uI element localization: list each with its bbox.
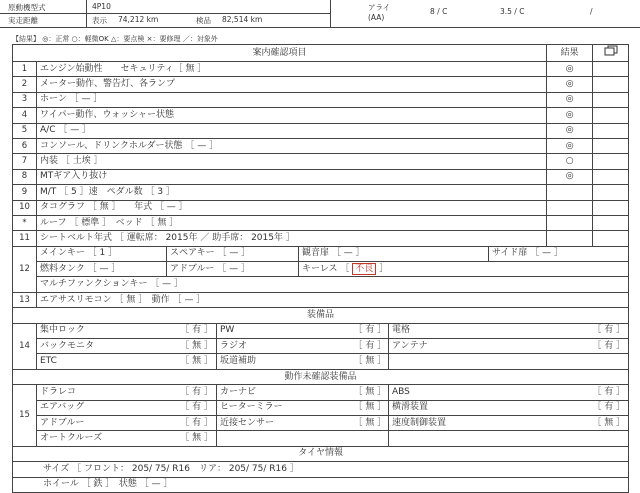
item-text: コンソール、ドリンクホルダー状態 ［ — ］ — [37, 138, 547, 153]
header-item: 案内確認項目 — [13, 45, 547, 62]
table-row — [13, 262, 629, 277]
header-divider-v — [86, 0, 87, 28]
item-number: 7 — [13, 154, 37, 169]
equipment-label: 集中ロック — [37, 323, 167, 338]
item-result: ◎ — [547, 169, 593, 184]
unverified-equipment-row — [13, 385, 629, 400]
equipment-row — [13, 354, 629, 369]
table-row — [13, 292, 629, 307]
equipment-value: ［ 無 ］ — [167, 339, 217, 354]
header-divider — [0, 13, 330, 14]
tire-title: タイヤ情報 — [13, 446, 629, 461]
equipment-value: ［ 有 ］ — [351, 339, 389, 354]
table-row — [13, 154, 629, 169]
table-row — [13, 92, 629, 107]
equipment-value: ［ 無 ］ — [351, 354, 389, 369]
table-row — [13, 77, 629, 92]
key-spare: スペアキー ［ — ］ — [167, 246, 299, 261]
equipment-label: PW — [217, 323, 351, 338]
item-result — [547, 185, 593, 200]
item-number: 3 — [13, 92, 37, 107]
item-text: メーター動作、警告灯、各ランプ — [37, 77, 547, 92]
item-result: ◎ — [547, 92, 593, 107]
item-text: タコグラフ ［ 無 ］ 年式 ［ — ］ — [37, 200, 547, 215]
tire-row — [13, 462, 629, 477]
item-extra — [593, 123, 629, 138]
unverified-equipment-title: 動作未確認装備品 — [13, 369, 629, 384]
section-number: 15 — [13, 385, 37, 447]
unverified-equipment-value: ［ 有 ］ — [167, 415, 217, 430]
item-text: エアサスリモコン ［ 無 ］ 動作 ［ — ］ — [37, 292, 629, 307]
item-result — [547, 215, 593, 230]
item-extra — [593, 77, 629, 92]
unverified-equipment-value: ［ 有 ］ — [167, 385, 217, 400]
engine-label: 原動機型式 — [8, 3, 46, 12]
right-label-2: (AA) — [368, 13, 385, 22]
section-title-row — [13, 446, 629, 461]
unverified-equipment-value — [547, 431, 629, 446]
item-extra — [593, 185, 629, 200]
equipment-row — [13, 323, 629, 338]
item-number: 12 — [13, 246, 37, 292]
inspection-value: 82,514 km — [222, 15, 263, 24]
item-result: ◎ — [547, 77, 593, 92]
section-title-row — [13, 308, 629, 323]
table-row — [13, 138, 629, 153]
item-text: M/T ［ 5 ］速 ペダル数 ［ 3 ］ — [37, 185, 547, 200]
table-row — [13, 169, 629, 184]
unverified-equipment-row — [13, 415, 629, 430]
keyless-end: ］ — [379, 263, 389, 274]
item-text: シートベルト年式 ［ 運転席： 2015年 ／ 助手席： 2015年 ］ — [37, 231, 547, 246]
unverified-equipment-label: エアバッグ — [37, 400, 167, 415]
section-title-row — [13, 369, 629, 384]
item-number: 6 — [13, 138, 37, 153]
unverified-equipment-label: 横滑装置 — [389, 400, 547, 415]
item-text: ホーン ［ — ］ — [37, 92, 547, 107]
display-value: 74,212 km — [118, 15, 159, 24]
item-number: 8 — [13, 169, 37, 184]
unverified-equipment-label: ドラレコ — [37, 385, 167, 400]
item-text: エンジン始動性 セキュリティ［ 無 ］ — [37, 62, 547, 77]
unverified-equipment-label: カーナビ — [217, 385, 351, 400]
item-text: A/C ［ — ］ — [37, 123, 547, 138]
unverified-equipment-value: ［ 有 ］ — [547, 385, 629, 400]
item-result: ◎ — [547, 108, 593, 123]
equipment-title: 装備品 — [13, 308, 629, 323]
keyless-label: キーレス ［ — [302, 263, 350, 274]
fuel-tank: 燃料タンク ［ — ］ — [37, 262, 167, 277]
tire-size: サイズ ［ フロント： 205/ 75/ R16 リア： 205/ 75/ R16 ］ — [13, 462, 629, 477]
door-side: サイド扉 ［ — ］ — [489, 246, 629, 261]
unverified-equipment-value: ［ 無 ］ — [351, 415, 389, 430]
equipment-label: バックモニタ — [37, 339, 167, 354]
item-extra — [593, 108, 629, 123]
unverified-equipment-label — [217, 431, 351, 446]
engine-value: 4P10 — [92, 2, 111, 11]
table-row — [13, 62, 629, 77]
equipment-value — [547, 354, 629, 369]
equipment-value: ［ 有 ］ — [547, 339, 629, 354]
unverified-equipment-row — [13, 400, 629, 415]
display-label: 表示 — [92, 16, 107, 25]
equipment-value: ［ 有 ］ — [351, 323, 389, 338]
item-extra — [593, 215, 629, 230]
table-row — [13, 277, 629, 292]
unverified-equipment-value: ［ 無 ］ — [167, 431, 217, 446]
item-text: 内装 ［ 土埃 ］ — [37, 154, 547, 169]
item-number: 2 — [13, 77, 37, 92]
section-number: 14 — [13, 323, 37, 369]
equipment-row — [13, 339, 629, 354]
unverified-equipment-value: ［ 無 ］ — [547, 415, 629, 430]
tire-wheel: ホイール ［ 鉄 ］ 状態 ［ — ］ — [13, 477, 629, 492]
equipment-label: 電格 — [389, 323, 547, 338]
item-result — [547, 231, 593, 246]
unverified-equipment-label — [389, 431, 547, 446]
equipment-label — [389, 354, 547, 369]
header-divider-v2 — [330, 0, 331, 28]
multifunction-key: マルチファンクションキー ［ — ］ — [37, 277, 629, 292]
table-header-row — [13, 45, 629, 62]
unverified-equipment-value — [351, 431, 389, 446]
item-extra — [593, 92, 629, 107]
item-extra — [593, 138, 629, 153]
item-extra — [593, 231, 629, 246]
door-kannon: 観音扉 ［ — ］ — [299, 246, 489, 261]
equipment-value: ［ 有 ］ — [547, 323, 629, 338]
table-row — [13, 231, 629, 246]
item-text: ルーフ ［ 標準 ］ ベッド ［ 無 ］ — [37, 215, 547, 230]
equipment-label: 坂道補助 — [217, 354, 351, 369]
item-extra — [593, 62, 629, 77]
equipment-label: アンテナ — [389, 339, 547, 354]
unverified-equipment-label: アドブルー — [37, 415, 167, 430]
unverified-equipment-label: ヒーターミラー — [217, 400, 351, 415]
item-number: 13 — [13, 292, 37, 307]
table-row — [13, 185, 629, 200]
item-extra — [593, 154, 629, 169]
item-result: ◎ — [547, 138, 593, 153]
right-value-2: 3.5 / C — [500, 7, 525, 16]
equipment-label: ETC — [37, 354, 167, 369]
keyless-status-badge: 不良 — [352, 263, 376, 275]
item-result — [547, 200, 593, 215]
right-value-1: 8 / C — [430, 7, 448, 16]
item-number: 1 — [13, 62, 37, 77]
item-text: ワイパー動作、ウォッシャー状態 — [37, 108, 547, 123]
equipment-label: ラジオ — [217, 339, 351, 354]
unverified-equipment-value: ［ 無 ］ — [351, 385, 389, 400]
item-number: * — [13, 215, 37, 230]
unverified-equipment-value: ［ 有 ］ — [547, 400, 629, 415]
unverified-equipment-row — [13, 431, 629, 446]
item-number: 4 — [13, 108, 37, 123]
adblue: アドブルー ［ — ］ — [167, 262, 299, 277]
vehicle-info-header — [0, 0, 640, 28]
equipment-value: ［ 無 ］ — [167, 354, 217, 369]
header-result: 結果 — [547, 45, 593, 62]
unverified-equipment-label: 速度制御装置 — [389, 415, 547, 430]
item-number: 11 — [13, 231, 37, 246]
unverified-equipment-label: ABS — [389, 385, 547, 400]
unverified-equipment-label: 近接センサー — [217, 415, 351, 430]
keyless — [299, 262, 629, 277]
table-row — [13, 200, 629, 215]
item-result: ◎ — [547, 62, 593, 77]
key-main: メインキー ［ 1 ］ — [37, 246, 167, 261]
mileage-label: 実走距離 — [8, 16, 38, 25]
item-extra — [593, 169, 629, 184]
unverified-equipment-value: ［ 有 ］ — [167, 400, 217, 415]
result-legend: 【結果】 ◎：正常 ○：軽微OK △：要点検 ×：要修理 ／：対象外 — [12, 35, 218, 43]
item-result: ◎ — [547, 123, 593, 138]
item-number: 10 — [13, 200, 37, 215]
table-row — [13, 215, 629, 230]
tire-row — [13, 477, 629, 492]
unverified-equipment-value: ［ 無 ］ — [351, 400, 389, 415]
item-number: 9 — [13, 185, 37, 200]
item-extra — [593, 200, 629, 215]
unverified-equipment-label: オートクルーズ — [37, 431, 167, 446]
inspection-table — [12, 44, 629, 493]
equipment-value: ［ 有 ］ — [167, 323, 217, 338]
item-text: MTギア入り抜け — [37, 169, 547, 184]
inspection-label: 検品 — [196, 16, 211, 25]
table-row — [13, 108, 629, 123]
table-row — [13, 246, 629, 261]
item-number: 5 — [13, 123, 37, 138]
right-value-3: / — [590, 7, 593, 16]
copy-icon[interactable] — [593, 45, 629, 62]
table-row — [13, 123, 629, 138]
right-label-1: アライ — [368, 3, 391, 12]
item-result: ○ — [547, 154, 593, 169]
